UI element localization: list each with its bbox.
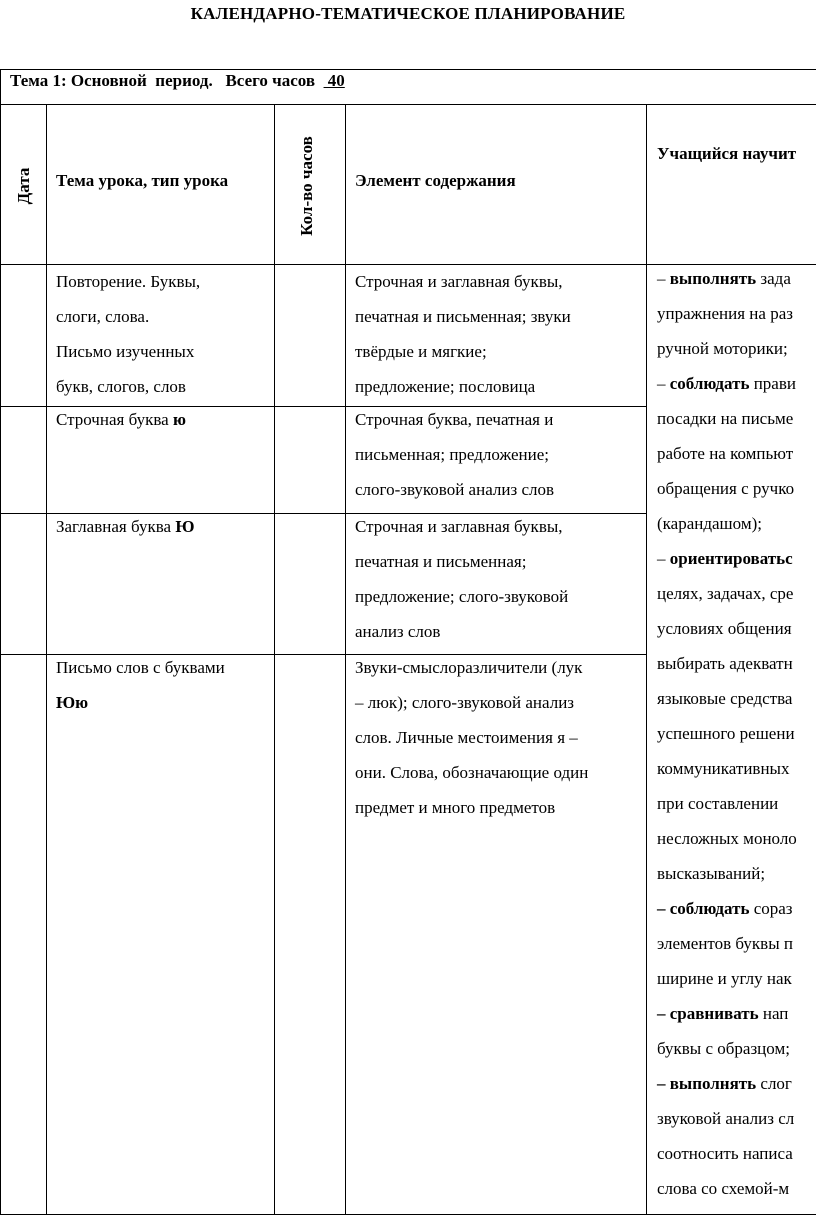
learns-line	[657, 1066, 797, 1101]
learns-line-pre: ширине и углу нак	[657, 969, 792, 988]
learns-line-bold: – сравнивать	[657, 1004, 759, 1023]
topic-label	[10, 71, 345, 91]
row-3-content	[355, 509, 568, 649]
header-content: Элемент содержания	[355, 171, 516, 190]
row-1-content-line: печатная и письменная; звуки	[355, 307, 571, 326]
learns-line	[657, 891, 797, 926]
learns-line-pre: работе на компьют	[657, 444, 794, 463]
learns-line-pre: коммуникативных	[657, 759, 790, 778]
table-border-top	[0, 69, 816, 70]
row-2-content-line: письменная; предложение;	[355, 445, 549, 464]
learns-line-pre: упражнения на раз	[657, 304, 793, 323]
row-1-content-line: Строчная и заглавная буквы,	[355, 272, 563, 291]
learns-line	[657, 821, 797, 856]
learns-line-pre: обращения с ручко	[657, 479, 795, 498]
planning-table	[0, 69, 816, 1215]
learns-line	[657, 856, 797, 891]
learns-line-pre: целях, задачах, сре	[657, 584, 794, 603]
learns-line-post: сораз	[749, 899, 793, 918]
topic-row-divider	[0, 104, 816, 105]
row-1-lesson-line: слоги, слова.	[56, 307, 150, 326]
learns-line-bold: – соблюдать	[657, 899, 750, 918]
row-1-lesson-line: Письмо изученных	[56, 342, 195, 361]
learns-line	[657, 331, 797, 366]
learns-line-post: слог	[756, 1074, 792, 1093]
row-3-lesson-text: Заглавная буква	[56, 517, 176, 536]
learns-line	[657, 471, 797, 506]
learns-line	[657, 576, 797, 611]
learns-line-pre: слова со схемой-м	[657, 1179, 790, 1198]
row-4-content	[355, 650, 588, 825]
learns-line-pre: выбирать адекватн	[657, 654, 793, 673]
header-date: Дата	[14, 167, 33, 205]
row-4-content-line: слов. Личные местоимения я –	[355, 728, 578, 747]
row-4-lesson-text: Письмо слов с буквами	[56, 658, 225, 677]
learns-line-bold: выполнять	[669, 269, 757, 288]
learns-line-post: прави	[749, 374, 796, 393]
row-2-lesson-text: Строчная буква	[56, 410, 173, 429]
row-4-content-line: – люк); слого-звуковой анализ	[355, 693, 575, 712]
row-1-lesson-line: Повторение. Буквы,	[56, 272, 201, 291]
row-1-lesson	[56, 264, 200, 404]
row-2-lesson	[56, 402, 186, 437]
learns-line-post: зада	[756, 269, 791, 288]
learns-line-post: нап	[758, 1004, 789, 1023]
row-3-content-line: анализ слов	[355, 622, 441, 641]
learns-line	[657, 611, 797, 646]
learns-line	[657, 751, 797, 786]
learns-line	[657, 786, 797, 821]
row-4-lesson	[56, 650, 225, 720]
row-4-content-line: предмет и много предметов	[355, 798, 556, 817]
learns-line	[657, 401, 797, 436]
row-1-content	[355, 264, 571, 404]
row-1-content-line: предложение; пословица	[355, 377, 536, 396]
learns-line-pre: посадки на письме	[657, 409, 794, 428]
learns-line	[657, 261, 797, 296]
header-hours: Кол-во часов	[297, 136, 316, 236]
learns-line	[657, 716, 797, 751]
row-4-lesson-letters: Юю	[56, 693, 89, 712]
row-1-lesson-line: букв, слогов, слов	[56, 377, 186, 396]
learns-line-pre: –	[657, 549, 670, 568]
topic-text: Тема 1: Основной период. Всего часов	[10, 71, 324, 90]
row-1-content-line: твёрдые и мягкие;	[355, 342, 487, 361]
learns-line-pre: соотносить написа	[657, 1144, 793, 1163]
learns-line	[657, 1136, 797, 1171]
learns-line	[657, 1101, 797, 1136]
learns-line-pre: –	[657, 269, 670, 288]
learns-line	[657, 541, 797, 576]
learns-line	[657, 506, 797, 541]
learns-line-bold: соблюдать	[669, 374, 750, 393]
row-3-content-line: предложение; слого-звуковой	[355, 587, 569, 606]
row-2-content-line: Строчная буква, печатная и	[355, 410, 554, 429]
row-3-lesson	[56, 509, 194, 544]
col-divider-hours	[345, 104, 346, 1215]
learns-line-pre: звуковой анализ сл	[657, 1109, 795, 1128]
learns-line	[657, 296, 797, 331]
topic-hours: 40	[323, 71, 345, 90]
row-2-content-line: слого-звуковой анализ слов	[355, 480, 554, 499]
learns-line-pre: (карандашом);	[657, 514, 762, 533]
learns-line-bold: ориентироватьс	[669, 549, 793, 568]
table-border-bottom	[0, 1214, 816, 1215]
row-2-content	[355, 402, 554, 507]
learns-line-pre: при составлении	[657, 794, 779, 813]
header-lesson: Тема урока, тип урока	[56, 171, 229, 190]
col-divider-date	[46, 104, 47, 1215]
learns-line-pre: условиях общения	[657, 619, 792, 638]
learns-line-pre: ручной моторики;	[657, 339, 788, 358]
learns-line	[657, 681, 797, 716]
learns-column	[657, 261, 797, 1206]
learns-line-pre: буквы с образцом;	[657, 1039, 790, 1058]
learns-line-pre: успешного решени	[657, 724, 795, 743]
row-4-content-line: они. Слова, обозначающие один	[355, 763, 589, 782]
row-3-content-line: Строчная и заглавная буквы,	[355, 517, 563, 536]
row-4-content-line: Звуки-смыслоразличители (лук	[355, 658, 583, 677]
learns-line	[657, 366, 797, 401]
col-divider-content	[646, 104, 647, 1215]
row-3-content-line: печатная и письменная;	[355, 552, 527, 571]
col-divider-lesson	[274, 104, 275, 1215]
row-2-lesson-letter: ю	[172, 410, 186, 429]
learns-line-pre: языковые средства	[657, 689, 793, 708]
learns-line	[657, 436, 797, 471]
header-learns: Учащийся научит	[657, 144, 797, 163]
learns-line	[657, 926, 797, 961]
table-border-left	[0, 69, 1, 1215]
learns-line-pre: элементов буквы п	[657, 934, 793, 953]
learns-line	[657, 1031, 797, 1066]
learns-line-bold: – выполнять	[657, 1074, 757, 1093]
learns-line	[657, 646, 797, 681]
learns-line	[657, 1171, 797, 1206]
learns-line	[657, 996, 797, 1031]
learns-line-pre: несложных моноло	[657, 829, 797, 848]
learns-line-pre: –	[657, 374, 670, 393]
page-title: КАЛЕНДАРНО-ТЕМАТИЧЕСКОЕ ПЛАНИРОВАНИЕ	[190, 4, 626, 23]
learns-line	[657, 961, 797, 996]
learns-line-pre: высказываний;	[657, 864, 766, 883]
row-3-lesson-letter: Ю	[175, 517, 195, 536]
